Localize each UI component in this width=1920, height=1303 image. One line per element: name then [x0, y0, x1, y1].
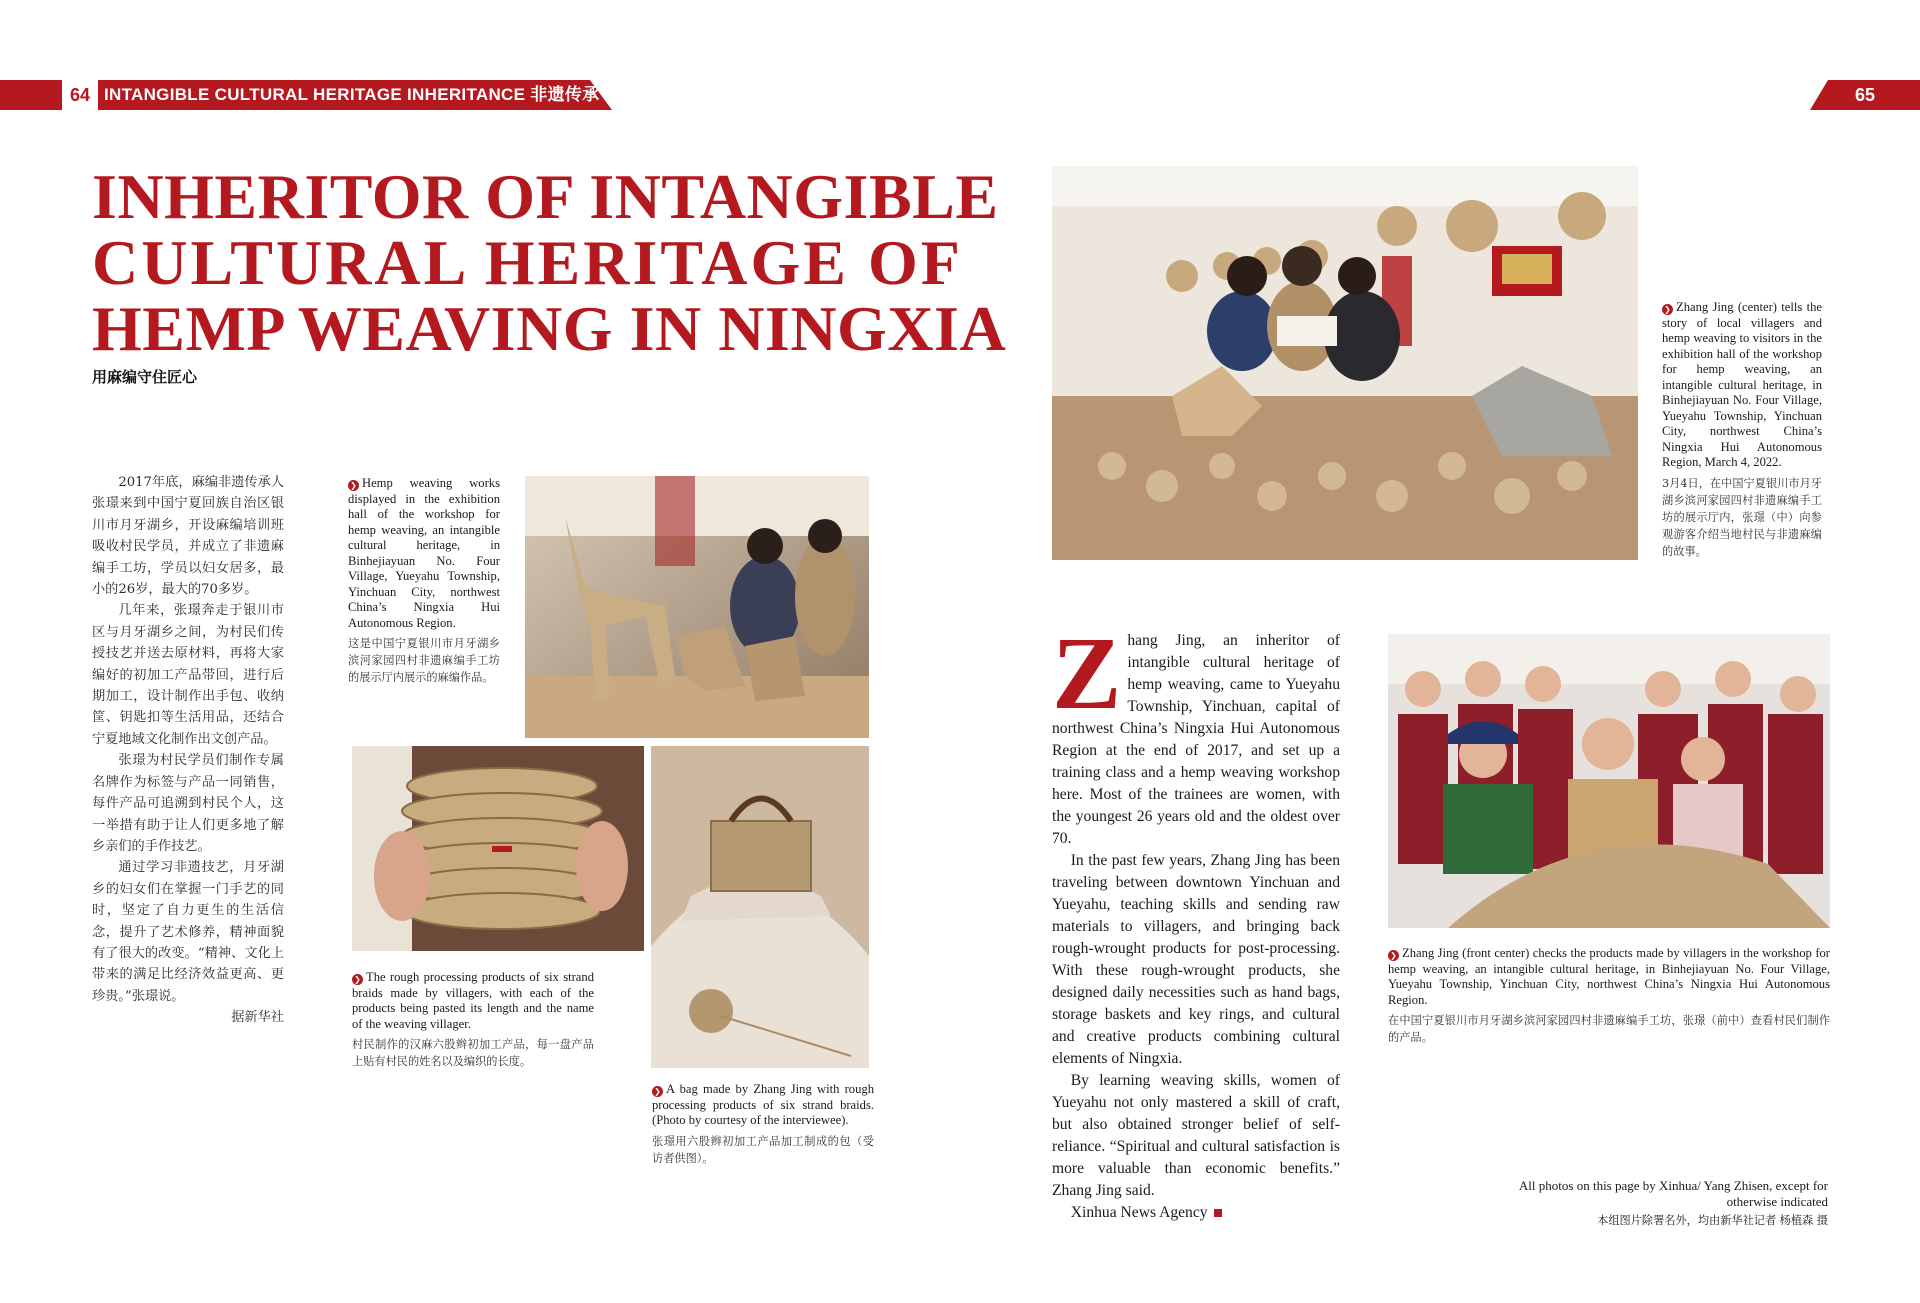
page-number-left: 64 — [62, 80, 98, 110]
en-source-line — [1052, 1202, 1340, 1224]
photo-villagers-image — [1388, 634, 1830, 928]
caption-villagers — [1388, 946, 1830, 1046]
caption-hall-en: Zhang Jing (center) tells the story of local villagers and hemp weaving to visitors in the exhibition hall of the workshop for hemp weaving, an intangible cultural heritage, in Binhejiayuan No. Four Village, Yueyahu Township, Yinchuan City, northwest China’s Ningxia Hui Autonomous Region, March 4, 2022. — [1662, 300, 1822, 469]
caption-bullet-icon: ❯ — [1388, 950, 1399, 961]
caption-works-en: Hemp weaving works displayed in the exhibition hall of the workshop for hemp weaving, an intangible cultural heritage, in Binhejiayuan No. Four Village, Yueyahu Township, Yinchuan City, northwest China’s Ningxia Hui Autonomous Region. — [348, 476, 500, 630]
headline-line-2: CULTURAL HERITAGE OF — [92, 227, 963, 298]
dropcap: Z — [1052, 616, 1122, 731]
cn-paragraph: 张璟为村民学员们制作专属名牌作为标签与产品一同销售，每件产品可追溯到村民个人，这一举措有助于让人们更多地了解乡亲们的手作技艺。 — [92, 753, 284, 854]
headline-line-3: HEMP WEAVING IN NINGXIA — [92, 293, 1007, 364]
caption-works-cn: 这是中国宁夏银川市月牙湖乡滨河家园四村非遗麻编手工坊的展示厅内展示的麻编作品。 — [348, 637, 500, 684]
caption-villagers-en: Zhang Jing (front center) checks the products made by villagers in the workshop for hemp weaving, an intangible cultural heritage, in Binhejiayuan No. Four Village, Yueyahu Township, Yinchuan City, northwest China’s Ningxia Hui Autonomous Region. — [1388, 946, 1830, 1007]
caption-bullet-icon: ❯ — [352, 974, 363, 985]
caption-works — [348, 476, 500, 686]
caption-bag-en: A bag made by Zhang Jing with rough processing products of six strand braids. (Photo by courtesy of the interviewee). — [652, 1082, 874, 1127]
caption-bullet-icon: ❯ — [652, 1086, 663, 1097]
photo-credit-en: All photos on this page by Xinhua/ Yang Zhisen, except for otherwise indicated — [1518, 1178, 1828, 1209]
page-number-right: 65 — [1854, 85, 1876, 105]
headline — [92, 161, 1007, 364]
photo-hemp-works-image — [525, 476, 869, 738]
photo-exhibition-hall — [1052, 166, 1638, 560]
photo-bag — [651, 746, 869, 1068]
section-title: INTANGIBLE CULTURAL HERITAGE INHERITANCE 非遗传承 — [104, 85, 600, 104]
end-mark-icon — [1214, 1209, 1222, 1217]
photo-braids-image — [352, 746, 644, 951]
photo-credit — [1478, 1178, 1828, 1230]
caption-bag-cn: 张璟用六股辫初加工产品加工制成的包（受访者供图）。 — [652, 1134, 874, 1165]
en-paragraph: hang Jing, an inheritor of intangible cultural heritage of hemp weaving, came to Yueyahu Township, Yinchuan, capital of northwest China’s Ningxia Hui Autonomous Region at the end of 2017, and set up a training class and a hemp weaving workshop here. Most of the trainees are women, with the youngest 26 years old and the oldest over 70. — [1052, 632, 1340, 847]
caption-hall — [1662, 300, 1822, 560]
caption-bag — [652, 1082, 874, 1167]
caption-braids-cn: 村民制作的汉麻六股辫初加工产品，每一盘产品上贴有村民的姓名以及编织的长度。 — [352, 1038, 594, 1068]
cn-paragraph: 2017年底，麻编非遗传承人张璟来到中国宁夏回族自治区银川市月牙湖乡，开设麻编培训班吸收村民学员，并成立了非遗麻编手工坊，学员以妇女居多，最小的26岁，最大的70多岁。 — [92, 475, 284, 598]
english-article — [1052, 616, 1340, 1224]
chinese-article — [92, 472, 284, 1029]
en-paragraph: In the past few years, Zhang Jing has been traveling between downtown Yinchuan and Yueyahu, teaching skills and sending raw materials to villagers, and bringing back rough-wrought products for post-processing. With these rough-wrought products, she designed daily necessities such as hand bags, storage baskets and key rings, and cultural and creative products combining cultural elements of Ningxia. — [1052, 852, 1340, 1067]
photo-exhibition-hall-image — [1052, 166, 1638, 560]
caption-braids-en: The rough processing products of six strand braids made by villagers, with each of the products being pasted its length and the name of the weaving villager. — [352, 970, 594, 1031]
caption-hall-cn: 3月4日，在中国宁夏银川市月牙湖乡滨河家园四村非遗麻编手工坊的展示厅内，张璟（中）向参观游客介绍当地村民与非遗麻编的故事。 — [1662, 476, 1822, 558]
caption-bullet-icon: ❯ — [348, 480, 359, 491]
en-source: Xinhua News Agency — [1070, 1204, 1208, 1221]
photo-credit-cn: 本组图片除署名外，均由新华社记者 杨植森 摄 — [1597, 1214, 1828, 1227]
cn-paragraph: 通过学习非遗技艺，月牙湖乡的妇女们在掌握一门手艺的同时，坚定了自力更生的生活信念，提升了艺术修养，精神面貌有了很大的改变。“精神、文化上带来的满足比经济效益更高、更珍贵。”张璟说。 — [92, 860, 284, 1004]
subtitle-cn: 用麻编守住匠心 — [92, 368, 198, 386]
photo-braids — [352, 746, 644, 951]
cn-source: 据新华社 — [231, 1010, 284, 1026]
photo-hemp-works — [525, 476, 869, 738]
photo-villagers — [1388, 634, 1830, 928]
caption-villagers-cn: 在中国宁夏银川市月牙湖乡滨河家园四村非遗麻编手工坊，张璟（前中）查看村民们制作的产品。 — [1388, 1014, 1830, 1044]
photo-bag-image — [651, 746, 869, 1068]
en-paragraph: By learning weaving skills, women of Yueyahu not only mastered a skill of craft, but also obtained stronger belief of self-reliance. “Spiritual and cultural satisfaction is more valuable than economic benefits.” Zhang Jing said. — [1052, 1072, 1340, 1199]
headline-line-1: INHERITOR OF INTANGIBLE — [92, 161, 999, 232]
caption-bullet-icon: ❯ — [1662, 304, 1673, 315]
cn-paragraph: 几年来，张璟奔走于银川市区与月牙湖乡之间，为村民们传授技艺并送去原材料，再将大家编好的初加工产品带回，进行后期加工，设计制作出手包、收纳筐、钥匙扣等生活用品，还结合宁夏地域文化制作出文创产品。 — [92, 603, 284, 747]
caption-braids — [352, 970, 594, 1070]
